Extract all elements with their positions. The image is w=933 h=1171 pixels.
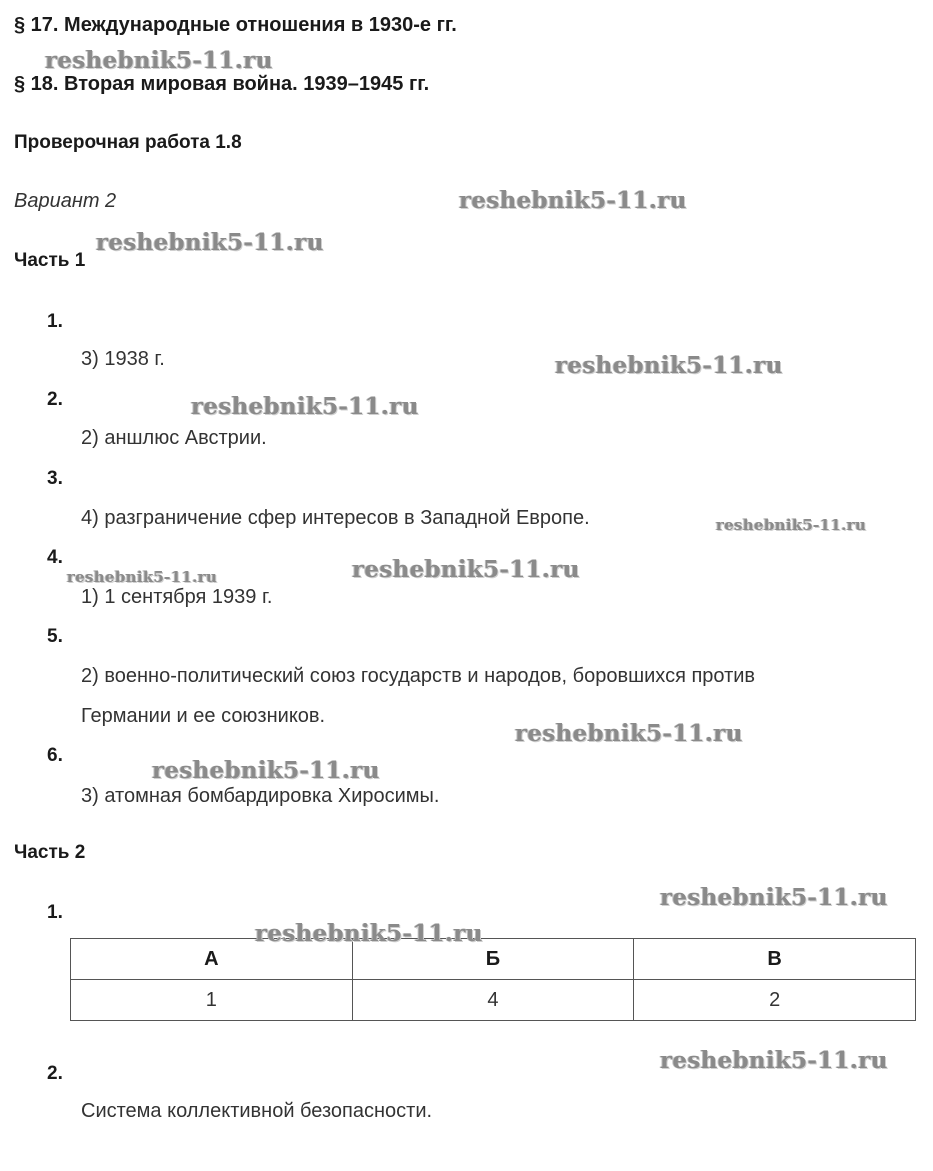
- part2-item-1-number: 1.: [47, 902, 63, 923]
- part1-item-1-answer: 3) 1938 г.: [81, 348, 165, 370]
- watermark: reshebnik5-11.ru: [660, 1047, 888, 1074]
- part-1-title: Часть 1: [14, 250, 86, 271]
- part1-item-6-number: 6.: [47, 745, 63, 766]
- part1-item-5-number: 5.: [47, 626, 63, 647]
- variant-label: Вариант 2: [14, 190, 117, 212]
- answer-table-value-a: 1: [71, 980, 353, 1021]
- watermark: reshebnik5-11.ru: [716, 516, 867, 534]
- test-title: Проверочная работа 1.8: [14, 132, 242, 153]
- watermark: reshebnik5-11.ru: [67, 568, 218, 586]
- watermark: reshebnik5-11.ru: [96, 229, 324, 256]
- part-2-title: Часть 2: [14, 842, 86, 863]
- part1-item-2-answer: 2) аншлюс Австрии.: [81, 427, 267, 449]
- watermark: reshebnik5-11.ru: [515, 720, 743, 747]
- part1-item-1-number: 1.: [47, 311, 63, 332]
- section-17-heading: § 17. Международные отношения в 1930-е гг.: [14, 14, 457, 36]
- watermark: reshebnik5-11.ru: [255, 920, 483, 947]
- watermark: reshebnik5-11.ru: [45, 47, 273, 74]
- answer-table-header-b: Б: [352, 939, 634, 980]
- answer-table-values-row: [71, 980, 916, 1021]
- answer-table-value-v: 2: [634, 980, 916, 1021]
- answer-table-header-v: В: [634, 939, 916, 980]
- watermark: reshebnik5-11.ru: [191, 393, 419, 420]
- watermark: reshebnik5-11.ru: [352, 556, 580, 583]
- answer-table-header-row: [71, 939, 916, 980]
- part1-item-4-answer: 1) 1 сентября 1939 г.: [81, 586, 273, 608]
- section-18-heading: § 18. Вторая мировая война. 1939–1945 гг.: [14, 73, 430, 95]
- watermark: reshebnik5-11.ru: [660, 884, 888, 911]
- part1-item-3-number: 3.: [47, 468, 63, 489]
- watermark: reshebnik5-11.ru: [152, 757, 380, 784]
- answer-table: [70, 938, 916, 1021]
- part1-item-6-answer: 3) атомная бомбардировка Хиросимы.: [81, 785, 440, 807]
- part1-item-4-number: 4.: [47, 547, 63, 568]
- answer-table-value-b: 4: [352, 980, 634, 1021]
- part1-item-2-number: 2.: [47, 389, 63, 410]
- part2-item-2-answer: Система коллективной безопасности.: [81, 1100, 433, 1122]
- part1-item-5-answer-line-1: 2) военно-политический союз государств и народов, боровшихся против: [81, 665, 756, 687]
- part1-item-3-answer: 4) разграничение сфер интересов в Западной Европе.: [81, 507, 590, 529]
- part2-item-2-number: 2.: [47, 1063, 63, 1084]
- part1-item-5-answer-line-2: Германии и ее союзников.: [81, 705, 326, 727]
- answer-table-header-a: А: [71, 939, 353, 980]
- watermark: reshebnik5-11.ru: [459, 187, 687, 214]
- watermark: reshebnik5-11.ru: [555, 352, 783, 379]
